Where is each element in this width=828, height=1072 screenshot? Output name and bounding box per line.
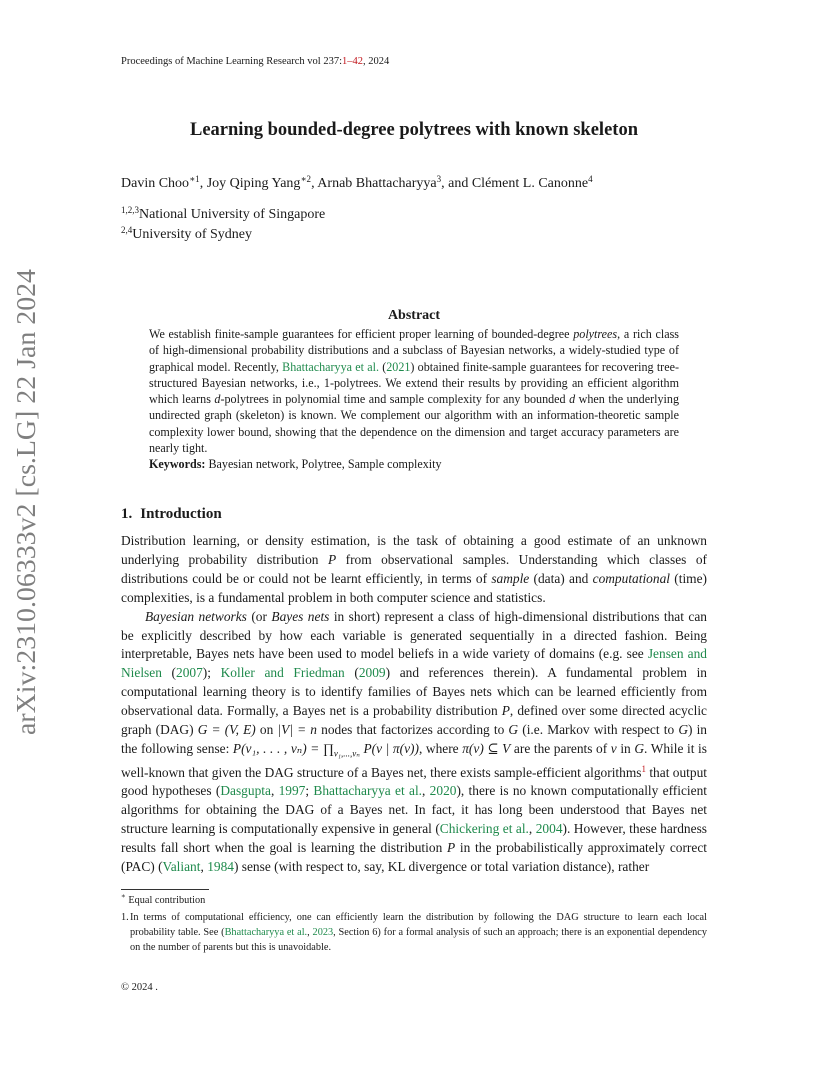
footnote-equal-contribution (121, 892, 206, 906)
author-3: , Arnab Bhattacharyya (311, 176, 437, 191)
fn1-a: In terms of computational efficiency, one can efficiently learn the distribution by following the DAG structure to learn each local probability table. See ( (130, 912, 707, 938)
footnote-equal-text: Equal contribution (125, 895, 206, 906)
p2-text: ). However, these hardness results fall short when the goal is learning the distribution (121, 821, 707, 856)
math-expr: P(v₁, . . . , vₙ) = ∏ (232, 740, 334, 756)
math-expr: π(v) ⊆ V (462, 740, 511, 756)
p2-text: ; (305, 783, 314, 799)
math-var: P (501, 703, 510, 719)
p2-text: , defined over some directed acyclic graph (DAG) (121, 703, 707, 738)
citation-year-link[interactable]: 2021 (386, 359, 411, 374)
abstract-s5: when the underlying undirected graph (skeleton) is known. We complement our algorithm with an information-theoretic sample complexity lower bound, showing that the dependence on the dimension and target accuracy parameters are nearly tight. (149, 392, 679, 456)
footnote-star: ∗ (121, 892, 126, 900)
p1-a: Distribution learning, or density estimation, is the task of obtaining a good estimate of an unknown underlying probability distribution (121, 533, 707, 567)
p2-text: ) and references therein). A fundamental problem in computational learning theory is to identify families of Bayes nets which can be learned efficiently from observational data. Formally, a Bayes net is a probability distribution (121, 665, 708, 719)
p2-text: that output good hypotheses ( (121, 764, 707, 799)
abstract-s2: , a rich class of high-dimensional probability distributions and a subclass of Bayesian networks, a widely-studied type of graphical model. Recently, (149, 327, 679, 374)
p1-d: (time) complexities, is a fundamental problem in both computer science and statistics. (121, 570, 707, 605)
math-expr: P(v | π(v)) (359, 740, 419, 756)
citation-link[interactable]: Koller and Friedman (220, 665, 345, 681)
math-var: G (634, 740, 645, 756)
footnote-1-number: 1. (121, 912, 129, 923)
affiliation-1 (121, 207, 325, 223)
math-var: v (610, 740, 617, 756)
math-expr: |V| = n (277, 722, 317, 738)
footnote-1-text: In terms of computational efficiency, one can efficiently learn the distribution by following the DAG structure to learn each local probability table. See (Bhattacharyya et al., 2023, Section 6) for a formal analysis of such an approach; there is an exponential dependency on the number of parents but this is unavoidable. (130, 912, 707, 953)
math-var: d (214, 392, 221, 407)
math-var: d (569, 392, 576, 407)
author-2-mark: ∗2 (300, 174, 312, 184)
math-var: P (446, 840, 456, 856)
citation-link[interactable]: Dasgupta (220, 783, 271, 799)
abstract-s1: We establish finite-sample guarantees for efficient proper learning of bounded-degree (149, 327, 574, 341)
citation-link[interactable]: Bhattacharyya et al. (313, 783, 423, 799)
header-prefix: Proceedings of Machine Learning Research vol 237: (121, 56, 343, 67)
citation-link[interactable]: Valiant (162, 859, 201, 875)
author-2: , Joy Qiping Yang (199, 176, 301, 191)
abstract-s4: -polytrees in polynomial time and sample complexity for any bounded (220, 392, 570, 407)
p2-text: ), there is no known computationally efficient algorithms for obtaining the DAG of a Bayes net. In fact, it has long been understood that Bayes net structure learning is computationally expensive in general ( (121, 783, 707, 837)
citation-link[interactable]: Bhattacharyya et al. (224, 926, 308, 938)
affiliation-2 (121, 227, 252, 243)
citation-year-link[interactable]: 2020 (429, 783, 457, 799)
author-1: Davin Choo (121, 176, 190, 191)
p2-text: in the probabilistically approximately correct (PAC) ( (121, 840, 707, 875)
affiliation-1-name: National University of Singapore (139, 207, 326, 222)
abstract-body (149, 326, 679, 473)
citation-link[interactable]: Bhattacharyya et al. (282, 359, 379, 374)
emph: Bayesian networks (145, 608, 247, 624)
p2-text: (i.e. Markov with respect to (518, 722, 679, 738)
paragraph-2: Bayesian networks (or Bayes nets in short) represent a class of high-dimensional distributions that can be explicitly described by how each variable is generated sequentially in a directed fashion. Being interpretable, Bayes nets have been used to model beliefs in a wide variety of domains (e.g. see Jensen and Nielsen (2007); Koller and Friedman (2009) and references therein). A fundamental problem in computational learning theory is to identify families of Bayes nets which can be learned efficiently from observational data. Formally, a Bayes net is a probability distribution P, defined over some directed acyclic graph (DAG) G = (V, E) on |V| = n nodes that factorizes according to G (i.e. Markov with respect to G) in the following sense: P(v₁, . . . , $v_n) = \prod_{v_1,...,v_n}$ P(v | π(v)), where π(v) ⊆ V are the parents of v in G. While it is well-known that given the DAG structure of a Bayes net, there exists sample-efficient algorithms$^1$ that output good hypotheses (Dasgupta, 1997; Bhattacharyya et al., 2020), there is no known computationally efficient algorithms for obtaining the DAG of a Bayes net. In fact, it has long been understood that Bayes net structure learning is computationally expensive in general (Chickering et al., 2004). However, these hardness results fall short when the goal is learning the distribution P in the probabilistically approximately correct (PAC) (Valiant, 1984) sense (with respect to, say, KL divergence or total variation distance), rather (121, 608, 708, 875)
copyright: © 2024 . (121, 982, 158, 993)
emph: Bayes nets (271, 608, 330, 624)
math-subscript: v₁,...,vₙ (333, 748, 360, 759)
author-4: , and Clément L. Canonne (441, 176, 589, 191)
abstract-s3: ) obtained finite-sample guarantees for recovering tree-structured Bayesian networks, i.e., 1-polytrees. We extend their results by providing an efficient algorithm which learns (149, 359, 679, 407)
emph: computational (592, 570, 670, 586)
affiliation-1-mark: 1,2,3 (121, 205, 139, 215)
header-year: , 2024 (363, 56, 390, 67)
abstract-heading: Abstract (387, 308, 441, 323)
p2-text: , where (418, 740, 463, 756)
affiliation-2-name: University of Sydney (132, 227, 253, 242)
section-title: Introduction (140, 506, 222, 522)
keywords-label: Keywords: (149, 457, 206, 472)
pages-link[interactable]: 1–42 (342, 56, 364, 67)
fn1-b: , Section 6) for a formal analysis of such an approach; there is an exponential dependency on the number of parents but this is unavoidable. (130, 926, 707, 953)
abstract-text (149, 326, 679, 456)
keywords-list: Bayesian network, Polytree, Sample complexity (205, 457, 442, 472)
abstract-polytrees: polytrees (573, 327, 618, 341)
abstract-paren: ( (378, 359, 387, 374)
running-header (121, 56, 389, 67)
math-var: P (327, 551, 337, 567)
citation-link[interactable]: Chickering et al. (439, 821, 529, 837)
author-4-mark: 4 (588, 174, 593, 184)
author-list (121, 176, 593, 192)
p2-text: in (616, 740, 635, 756)
p2-text: . While it is well-known that given the DAG structure of a Bayes net, there exists sample-efficient algorithms (121, 740, 707, 780)
author-3-mark: 3 (436, 174, 442, 184)
p1-c: (data) and (529, 570, 593, 586)
p2-text: nodes that factorizes according to (317, 722, 509, 738)
p2-text: (or (246, 608, 272, 624)
citation-year-link[interactable]: 1984 (207, 859, 234, 875)
p2-text: ); (202, 665, 221, 681)
arxiv-stamp-text: arXiv:2310.06333v2 [cs.LG] 22 Jan 2024 (11, 283, 41, 735)
author-1-mark: ∗1 (189, 174, 200, 184)
body-text (121, 532, 707, 877)
citation-year-link[interactable]: 2007 (176, 665, 203, 681)
emph: sample (491, 570, 530, 586)
footnote-divider (121, 889, 209, 890)
p2-text: ) sense (with respect to, say, KL divergence or total variation distance), rather (233, 859, 650, 875)
math-var: G (678, 722, 688, 738)
section-heading (121, 506, 222, 523)
keywords (149, 456, 679, 472)
affiliation-2-mark: 2,4 (121, 225, 133, 235)
citation-year-link[interactable]: 1997 (278, 783, 306, 799)
math-expr: G = (V, E) (197, 722, 256, 738)
arxiv-stamp[interactable] (6, 266, 44, 738)
paragraph-1 (121, 532, 707, 608)
citation-year-link[interactable]: 2009 (358, 665, 386, 681)
math-var: G (508, 722, 519, 738)
p2-text: ) in the following sense: (121, 722, 708, 756)
p2-text: in short) represent a class of high-dimensional distributions that can be explicitly described by how each variable is generated sequentially in a directed fashion. Being interpretable, Bayes nets have been used to model beliefs in a wide variety of domains (e.g. see (121, 608, 707, 662)
paper-title: Learning bounded-degree polytrees with known skeleton (190, 120, 638, 140)
footnote-1 (121, 911, 707, 955)
p2-text: are the parents of (510, 740, 611, 756)
citation-year-link[interactable]: 2023 (312, 926, 334, 938)
p1-b: from observational samples. Understanding which classes of distributions could be or could not be learnt efficiently, in terms of (121, 551, 707, 586)
section-number: 1. (121, 506, 133, 522)
citation-link[interactable]: Jensen and Nielsen (121, 646, 707, 681)
footnote-marker-link[interactable]: 1 (641, 763, 646, 774)
p2-text: on (255, 722, 278, 738)
citation-year-link[interactable]: 2004 (535, 821, 563, 837)
